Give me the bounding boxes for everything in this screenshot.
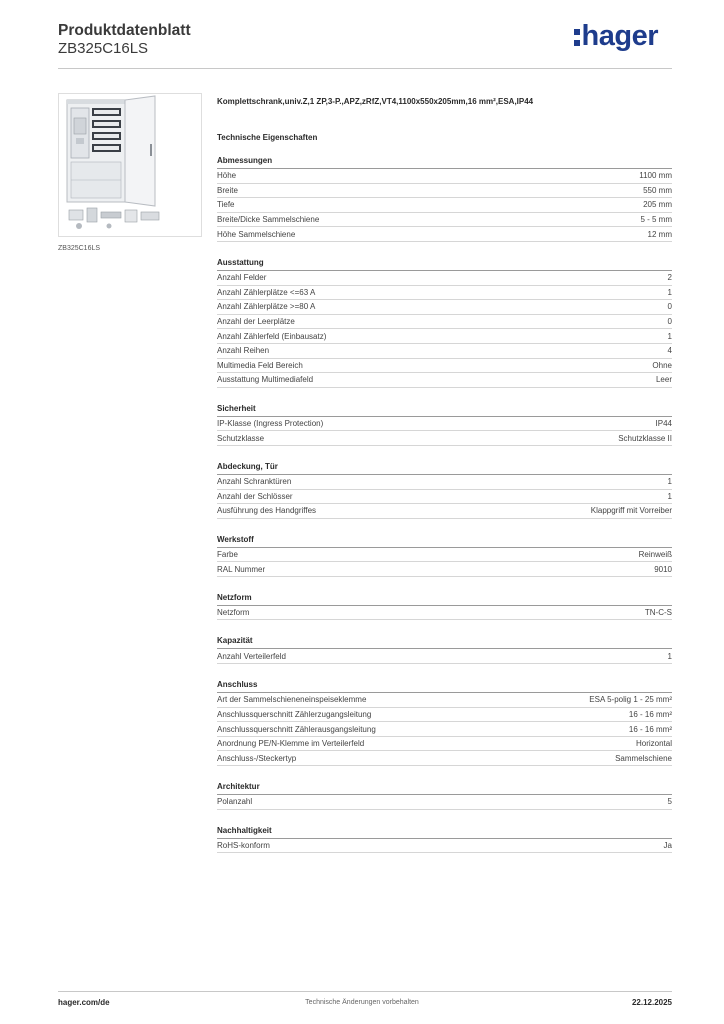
property-label: RAL Nummer: [217, 564, 266, 574]
property-row: [217, 344, 672, 359]
property-label: Polanzahl: [217, 797, 253, 807]
section-title: Sicherheit: [217, 404, 672, 417]
header-divider: [58, 68, 672, 69]
technical-properties-heading: Technische Eigenschaften: [217, 133, 318, 142]
property-row: [217, 548, 672, 563]
property-value: ESA 5-polig 1 - 25 mm²: [589, 695, 672, 705]
property-row: [217, 227, 672, 242]
property-section: [217, 680, 672, 766]
property-label: Anzahl Schranktüren: [217, 477, 292, 487]
property-value: 1100 mm: [639, 171, 672, 181]
property-value: 4: [667, 346, 672, 356]
property-label: IP-Klasse (Ingress Protection): [217, 419, 324, 429]
property-label: Netzform: [217, 608, 250, 618]
property-row: [217, 795, 672, 810]
property-label: Anzahl Zählerplätze <=63 A: [217, 287, 316, 297]
property-label: Farbe: [217, 549, 238, 559]
property-label: Anzahl Felder: [217, 273, 267, 283]
property-section: [217, 535, 672, 577]
product-image: [58, 93, 202, 237]
property-value: 1: [667, 477, 672, 487]
product-code: ZB325C16LS: [58, 40, 149, 57]
property-section: [217, 258, 672, 388]
property-row: [217, 417, 672, 432]
property-value: 9010: [654, 564, 672, 574]
property-label: Tiefe: [217, 200, 235, 210]
property-value: IP44: [655, 419, 672, 429]
property-row: [217, 722, 672, 737]
property-value: 0: [667, 317, 672, 327]
property-label: Anzahl Verteilerfeld: [217, 651, 286, 661]
product-description: Komplettschrank,univ.Z,1 ZP,3-P.,APZ,zRfZ,VT4,1100x550x205mm,16 mm²,ESA,IP44: [217, 97, 534, 106]
section-title: Netzform: [217, 593, 672, 606]
image-caption: ZB325C16LS: [58, 245, 101, 252]
section-title: Ausstattung: [217, 258, 672, 271]
property-label: Anzahl der Schlösser: [217, 491, 293, 501]
property-value: 1: [667, 287, 672, 297]
property-row: [217, 286, 672, 301]
property-value: 5 - 5 mm: [640, 215, 672, 225]
property-section: [217, 593, 672, 621]
property-label: RoHS-konform: [217, 840, 270, 850]
property-label: Anzahl Zählerfeld (Einbausatz): [217, 331, 327, 341]
property-row: [217, 184, 672, 199]
property-label: Anschlussquerschnitt Zählerausgangsleitung: [217, 724, 376, 734]
footer-website: hager.com/de: [58, 998, 110, 1007]
property-row: [217, 213, 672, 228]
property-value: 12 mm: [647, 229, 672, 239]
property-row: [217, 839, 672, 854]
property-value: 5: [667, 797, 672, 807]
property-section: [217, 404, 672, 446]
property-row: [217, 271, 672, 286]
section-title: Nachhaltigkeit: [217, 826, 672, 839]
property-value: 16 - 16 mm²: [628, 709, 672, 719]
section-title: Abdeckung, Tür: [217, 462, 672, 475]
property-value: Schutzklasse II: [618, 433, 672, 443]
hager-logo: [574, 21, 658, 51]
property-value: Leer: [655, 375, 672, 385]
property-value: 0: [667, 302, 672, 312]
property-value: Klappgriff mit Vorreiber: [590, 506, 672, 516]
cabinet-illustration: [59, 94, 201, 236]
property-row: [217, 169, 672, 184]
footer-notice: Technische Änderungen vorbehalten: [305, 999, 419, 1006]
property-value: 1: [667, 331, 672, 341]
property-label: Anordnung PE/N-Klemme im Verteilerfeld: [217, 739, 365, 749]
product-data-content: [217, 97, 672, 869]
property-label: Art der Sammelschieneneinspeiseklemme: [217, 695, 367, 705]
property-label: Anzahl Reihen: [217, 346, 270, 356]
property-label: Anzahl der Leerplätze: [217, 317, 295, 327]
logo-wordmark: hager: [581, 20, 658, 52]
section-title: Kapazität: [217, 636, 672, 649]
footer-date: 22.12.2025: [631, 998, 672, 1007]
section-title: Werkstoff: [217, 535, 672, 548]
page-header: [58, 20, 672, 70]
property-value: TN-C-S: [644, 608, 672, 618]
property-label: Breite/Dicke Sammelschiene: [217, 215, 320, 225]
section-title: Anschluss: [217, 680, 672, 693]
property-row: [217, 490, 672, 505]
footer-divider: [58, 991, 672, 992]
property-value: 1: [667, 651, 672, 661]
property-row: [217, 649, 672, 664]
property-label: Höhe Sammelschiene: [217, 229, 296, 239]
property-label: Breite: [217, 185, 238, 195]
property-label: Anschlussquerschnitt Zählerzugangsleitung: [217, 709, 372, 719]
property-value: 550 mm: [643, 185, 672, 195]
property-row: [217, 300, 672, 315]
property-value: 205 mm: [643, 200, 672, 210]
property-row: [217, 562, 672, 577]
property-value: 1: [667, 491, 672, 501]
property-section: [217, 782, 672, 810]
property-section: [217, 826, 672, 854]
property-row: [217, 431, 672, 446]
logo-dots-icon: [574, 29, 580, 46]
property-row: [217, 708, 672, 723]
property-row: [217, 475, 672, 490]
property-section: [217, 462, 672, 519]
document-title: Produktdatenblatt: [58, 22, 191, 39]
property-value: Ohne: [652, 360, 672, 370]
property-value: Sammelschiene: [615, 753, 672, 763]
property-row: [217, 504, 672, 519]
property-value: Ja: [663, 840, 672, 850]
property-label: Ausstattung Multimediafeld: [217, 375, 314, 385]
property-row: [217, 315, 672, 330]
property-value: Reinweiß: [638, 549, 672, 559]
property-label: Schutzklasse: [217, 433, 265, 443]
property-label: Anzahl Zählerplätze >=80 A: [217, 302, 316, 312]
property-value: 2: [667, 273, 672, 283]
property-sections: [217, 156, 672, 853]
property-label: Ausführung des Handgriffes: [217, 506, 317, 516]
property-section: [217, 156, 672, 242]
property-section: [217, 636, 672, 664]
property-value: Horizontal: [635, 739, 672, 749]
property-row: [217, 198, 672, 213]
property-row: [217, 373, 672, 388]
section-title: Abmessungen: [217, 156, 672, 169]
property-row: [217, 606, 672, 621]
property-label: Multimedia Feld Bereich: [217, 360, 303, 370]
property-label: Höhe: [217, 171, 237, 181]
property-row: [217, 737, 672, 752]
section-title: Architektur: [217, 782, 672, 795]
property-row: [217, 751, 672, 766]
property-row: [217, 693, 672, 708]
property-row: [217, 359, 672, 374]
property-value: 16 - 16 mm²: [628, 724, 672, 734]
property-label: Anschluss-/Steckertyp: [217, 753, 297, 763]
property-row: [217, 329, 672, 344]
